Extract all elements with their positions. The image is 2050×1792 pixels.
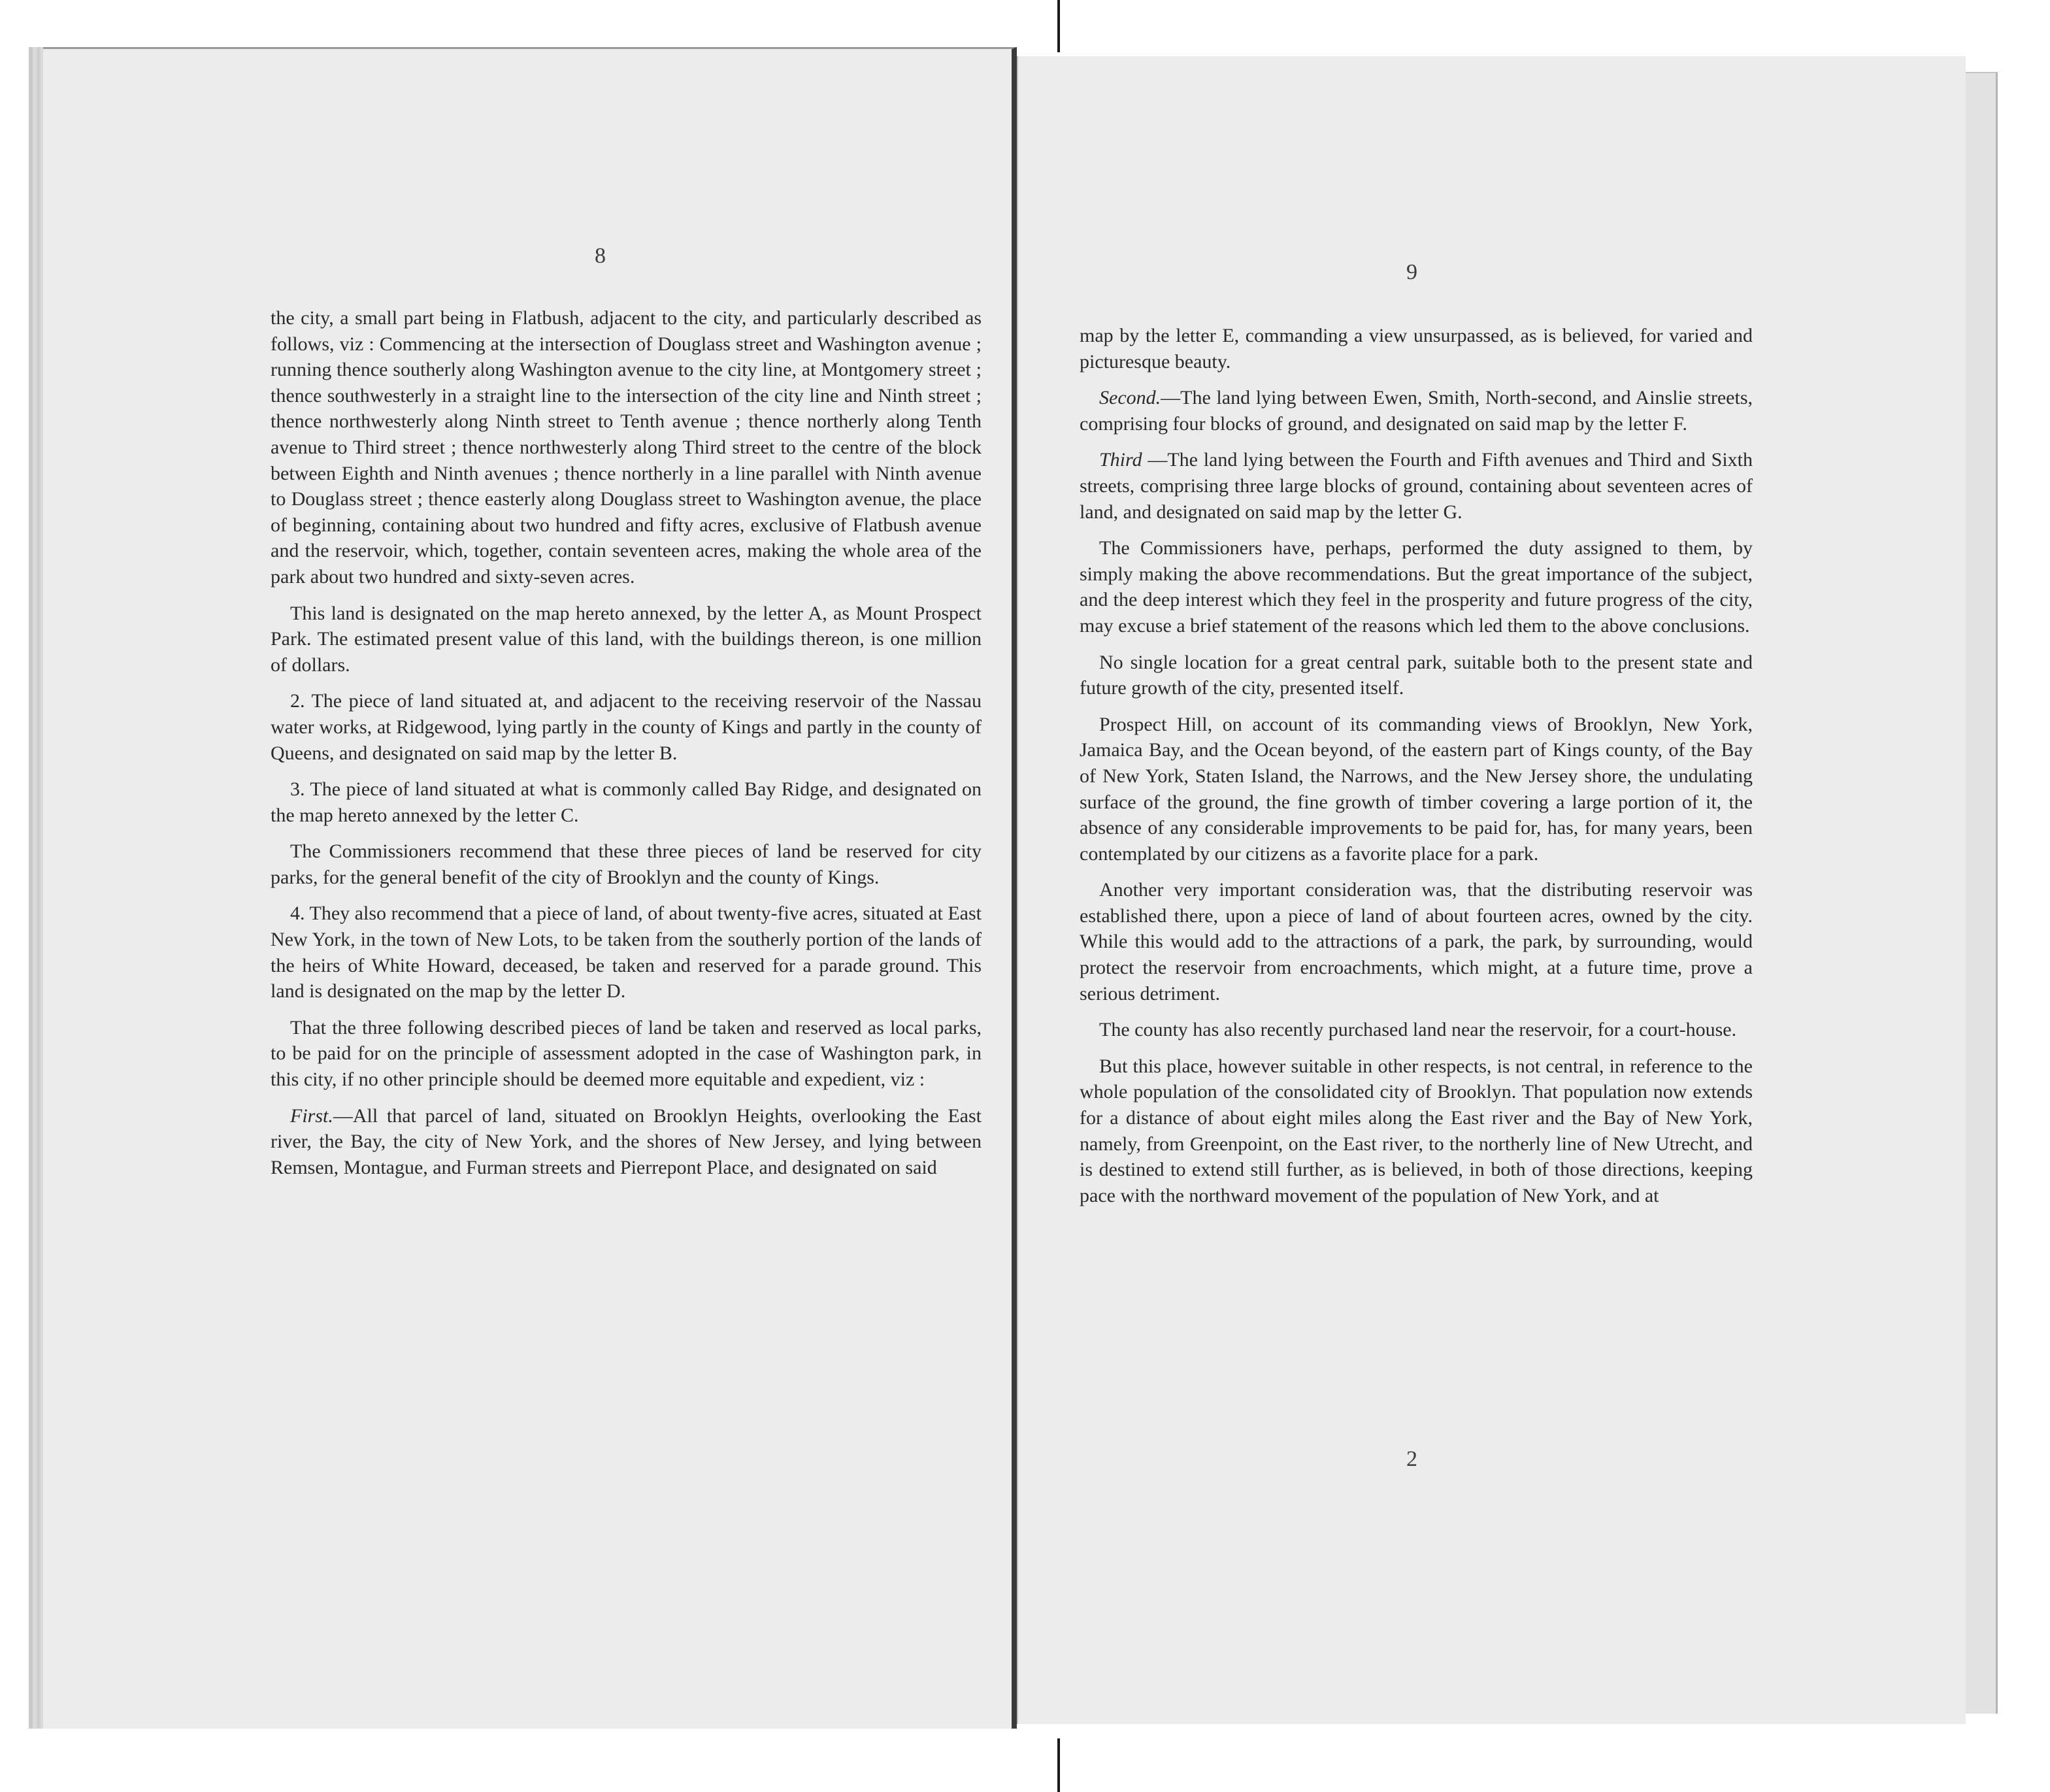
right-paragraph-7: Another very important consideration was, that the distributing reservoir was established there, upon a piece of land of about fourteen acres, owned by the city. While this would add to the attractions of a park, the park, by surrounding, would protect the reservoir from encroachments, which might, at a future time, prove a serious detriment.: [1080, 879, 1753, 1004]
left-page-text: [271, 305, 982, 1191]
left-paragraph-1: the city, a small part being in Flatbush, adjacent to the city, and particularly described as follows, viz : Commencing at the intersection of Douglass street and Washington avenue ; running thence southerly along Washington avenue to the city line, at Montgomery street ; thence southwesterly in a straight line to the intersection of the city line and Ninth street ; thence northwesterly along Ninth street to Tenth avenue ; thence northerly along Tenth avenue to Third street ; thence northwesterly along Third street to the centre of the block between Eighth and Ninth avenues ; thence northerly in a line parallel with Ninth avenue to Douglass street ; thence easterly along Douglass street to Washington avenue, the place of beginning, containing about two hundred and fifty acres, exclusive of Flatbush avenue and the reservoir, which, together, contain seventeen acres, making the whole area of the park about two hundred and sixty-seven acres.: [271, 307, 982, 588]
left-paragraph-2: This land is designated on the map hereto annexed, by the letter A, as Mount Prospect Park. The estimated present value of this land, with the buildings thereon, is one million of dollars.: [271, 602, 982, 676]
left-paragraph-8-lead: First.: [290, 1104, 333, 1127]
right-paragraph-8: The county has also recently purchased land near the reservoir, for a court-house.: [1099, 1019, 1737, 1041]
right-paragraph-3: [1080, 447, 1753, 525]
left-paragraph-6: 4. They also recommend that a piece of land, of about twenty-five acres, situated at East New York, in the town of New Lots, to be taken from the southerly portion of the lands of the heirs of White Howard, deceased, be taken and reserved for a parade ground. This land is designated on the map by the letter D.: [271, 903, 982, 1003]
left-page-number: 8: [595, 244, 606, 268]
right-page: [1017, 56, 1966, 1724]
right-paragraph-2: [1080, 385, 1753, 437]
left-paragraph-7: That the three following described pieces of land be taken and reserved as local parks, to be paid for on the principle of assessment adopted in the case of Washington park, in this city, if no other principle should be deemed more equitable and expedient, viz :: [271, 1016, 982, 1091]
right-paragraph-9: But this place, however suitable in other respects, is not central, in reference to the whole population of the consolidated city of Brooklyn. That population now extends for a distance of about eight miles along the East river and the Bay of New York, namely, from Greenpoint, on the East river, to the northerly line of New Utrecht, and is destined to extend still further, as is believed, in both of those directions, keeping pace with the northward movement of the population of New York, and at: [1080, 1055, 1753, 1206]
left-paragraph-8-body: —All that parcel of land, situated on Brooklyn Heights, overlooking the East river, the Bay, the city of New York, and the shores of New Jersey, and lying between Remsen, Montague, and Furman streets and Pierrepont Place, and designated on said: [271, 1104, 982, 1178]
right-paragraph-6: Prospect Hill, on account of its commanding views of Brooklyn, New York, Jamaica Bay, and the Ocean beyond, of the eastern part of Kings county, of the Bay of New York, Staten Island, the Narrows, and the New Jersey shore, the undulating surface of the ground, the fine growth of timber covering a large portion of it, the absence of any considerable improvements to be paid for, has, for many years, been contemplated by our citizens as a favorite place for a park.: [1080, 713, 1753, 865]
left-paragraph-8: [271, 1103, 982, 1181]
left-paragraph-4: 3. The piece of land situated at what is commonly called Bay Ridge, and designated on the map hereto annexed by the letter C.: [271, 778, 982, 826]
left-paragraph-5: The Commissioners recommend that these three pieces of land be reserved for city parks, for the general benefit of the city of Brooklyn and the county of Kings.: [271, 840, 982, 888]
gutter-line-bottom: [1057, 1738, 1060, 1792]
right-paragraph-1: map by the letter E, commanding a view unsurpassed, as is believed, for varied and picturesque beauty.: [1080, 325, 1753, 373]
signature-mark: 2: [1406, 1447, 1418, 1471]
right-paragraph-5: No single location for a great central park, suitable both to the present state and future growth of the city, presented itself.: [1080, 651, 1753, 699]
right-paragraph-3-body: —The land lying between the Fourth and Fifth avenues and Third and Sixth streets, comprising three large blocks of ground, containing about seventeen acres of land, and designated on said map by the letter G.: [1080, 449, 1753, 523]
right-paragraph-2-lead: Second.: [1099, 387, 1161, 409]
right-paragraph-3-lead: Third: [1099, 449, 1142, 471]
right-paragraph-4: The Commissioners have, perhaps, performed the duty assigned to them, by simply making the above recommendations. But the great importance of the subject, and the deep interest which they feel in the prosperity and future progress of the city, may excuse a brief statement of the reasons which led them to the above conclusions.: [1080, 537, 1753, 637]
right-paragraph-2-body: —The land lying between Ewen, Smith, North-second, and Ainslie streets, comprising four blocks of ground, and designated on said map by the letter F.: [1080, 387, 1753, 435]
left-paragraph-3: 2. The piece of land situated at, and adjacent to the receiving reservoir of the Nassau water works, at Ridgewood, lying partly in the county of Kings and partly in the county of Queens, and designated on said map by the letter B.: [271, 690, 982, 764]
left-page: [43, 47, 1017, 1729]
right-page-number: 9: [1406, 260, 1418, 284]
gutter-line-top: [1057, 0, 1060, 52]
right-page-text: [1080, 323, 1753, 1219]
